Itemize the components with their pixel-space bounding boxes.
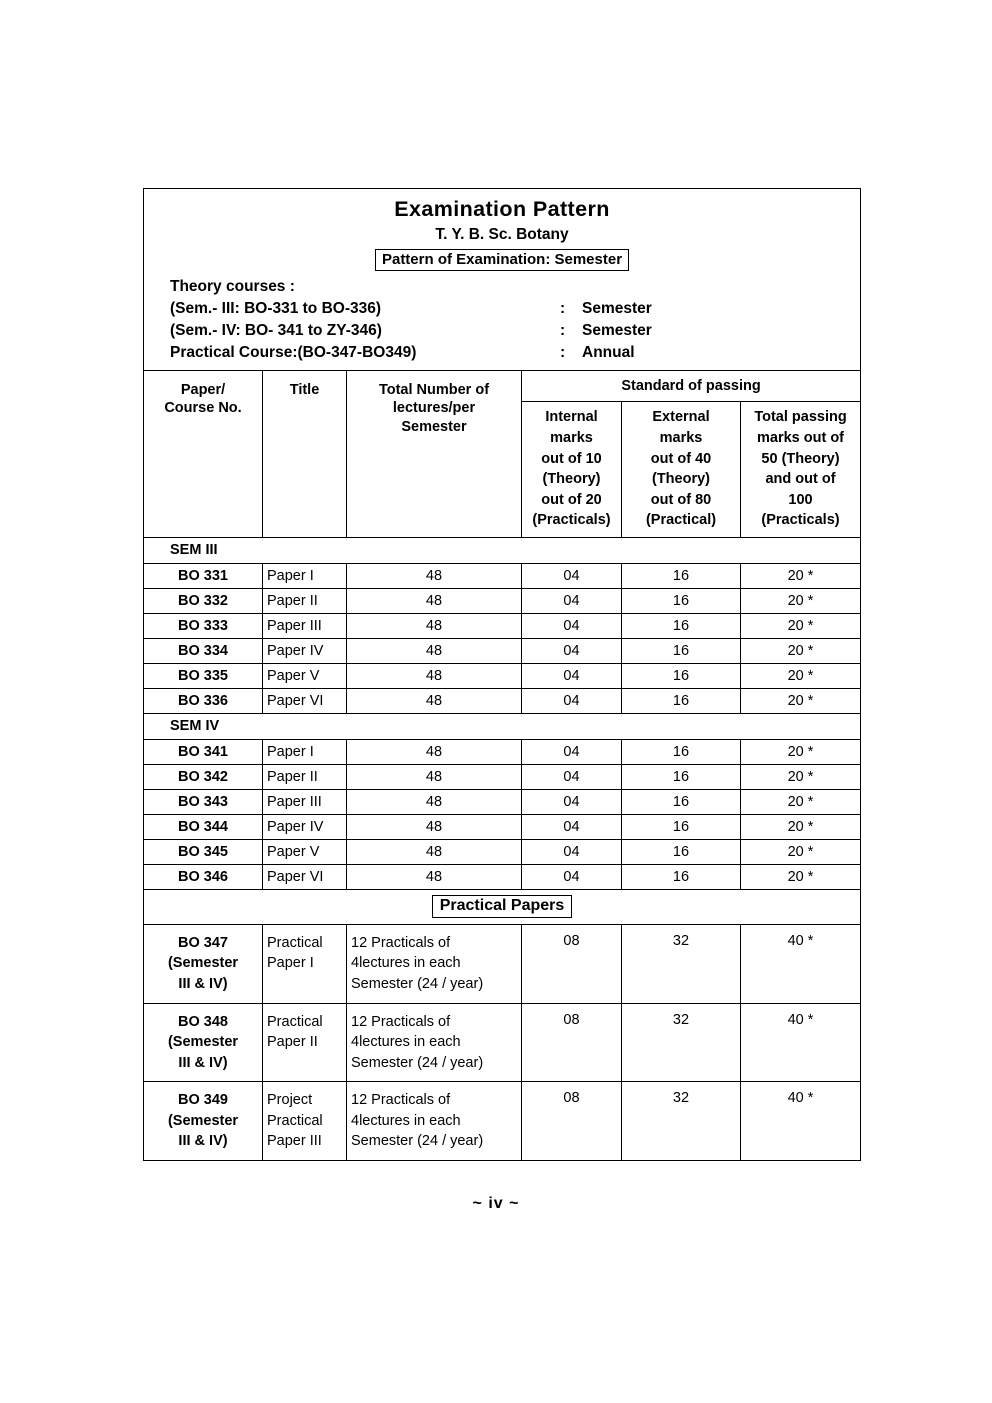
practical-code-line1: BO 348 [178, 1013, 228, 1030]
total-line-5: 100 [788, 491, 813, 508]
meta-row-sem3 [170, 298, 860, 320]
col-header-lectures-line3: Semester [401, 419, 467, 436]
practical-row-title [263, 1082, 347, 1161]
row-code: BO 343 [144, 789, 263, 814]
table-row [144, 864, 861, 889]
practical-title-line2: Paper II [267, 1034, 318, 1051]
row-code: BO 336 [144, 688, 263, 713]
practical-row-code [144, 1082, 263, 1161]
row-code: BO 345 [144, 839, 263, 864]
row-external: 16 [622, 663, 741, 688]
theory-courses-block [170, 276, 860, 364]
section-band-sem3 [144, 537, 861, 563]
row-lectures: 48 [347, 814, 522, 839]
table-row [144, 1003, 861, 1082]
total-line-2: marks out of [757, 429, 845, 446]
section-band-label-sem4: SEM IV [144, 713, 861, 739]
row-internal: 04 [522, 814, 622, 839]
practical-desc-line3: Semester (24 / year) [351, 1054, 484, 1071]
table-row [144, 839, 861, 864]
row-external: 16 [622, 563, 741, 588]
internal-line-1: Internal [545, 409, 598, 426]
table-row [144, 739, 861, 764]
row-external: 16 [622, 764, 741, 789]
meta-colon-sem3: : [560, 299, 566, 317]
row-external: 16 [622, 739, 741, 764]
row-title: Paper III [263, 789, 347, 814]
row-internal: 04 [522, 739, 622, 764]
practical-code-line3: III & IV) [178, 1054, 228, 1071]
practical-row-code [144, 1003, 263, 1082]
header-block-row [144, 189, 861, 371]
col-header-standard-of-passing: Standard of passing [522, 370, 861, 402]
total-line-1: Total passing [754, 409, 847, 426]
col-header-total-passing-marks [741, 402, 861, 537]
practical-row-internal: 08 [522, 1082, 622, 1161]
practical-row-external: 32 [622, 924, 741, 1003]
meta-row-sem4 [170, 320, 860, 342]
practical-title-line2: Paper I [267, 955, 314, 972]
internal-line-6: (Practicals) [532, 512, 611, 529]
col-header-paper-no [144, 370, 263, 537]
practical-title-line1: Practical [267, 934, 323, 951]
table-row [144, 764, 861, 789]
theory-courses-label: Theory courses : [170, 277, 295, 295]
practical-title-line1: Project [267, 1092, 313, 1109]
page-footer: ~ iv ~ [472, 1195, 520, 1212]
practical-desc-line2: 4lectures in each [351, 1112, 461, 1129]
meta-value-sem4: Semester [582, 321, 652, 339]
practical-code-line1: BO 347 [178, 934, 228, 951]
row-total: 20 * [741, 688, 861, 713]
practical-papers-band-cell [144, 889, 861, 924]
internal-line-4: (Theory) [542, 471, 601, 488]
row-total: 20 * [741, 638, 861, 663]
meta-label-sem3: (Sem.- III: BO-331 to BO-336) [170, 299, 382, 317]
row-title: Paper VI [263, 864, 347, 889]
row-lectures: 48 [347, 563, 522, 588]
practical-row-total: 40 * [741, 1082, 861, 1161]
row-title: Paper II [263, 588, 347, 613]
col-header-lectures [347, 370, 522, 537]
pattern-of-examination-badge: Pattern of Examination: Semester [375, 249, 629, 271]
row-code: BO 335 [144, 663, 263, 688]
practical-desc-line3: Semester (24 / year) [351, 1133, 484, 1150]
practical-desc-line3: Semester (24 / year) [351, 976, 484, 992]
practical-row-internal: 08 [522, 1003, 622, 1082]
row-internal: 04 [522, 588, 622, 613]
row-external: 16 [622, 588, 741, 613]
row-lectures: 48 [347, 638, 522, 663]
row-lectures: 48 [347, 839, 522, 864]
practical-title-line2: Practical [267, 1112, 323, 1129]
practical-desc-line1: 12 Practicals of [351, 1013, 451, 1030]
row-lectures: 48 [347, 588, 522, 613]
col-header-internal-marks [522, 402, 622, 537]
row-total: 20 * [741, 739, 861, 764]
row-lectures: 48 [347, 764, 522, 789]
row-external: 16 [622, 839, 741, 864]
table-row [144, 789, 861, 814]
total-line-3: 50 (Theory) [761, 450, 840, 467]
table-row [144, 613, 861, 638]
section-band-label-sem3: SEM III [144, 537, 861, 563]
row-title: Paper V [263, 663, 347, 688]
practical-title-line1: Practical [267, 1013, 323, 1030]
practical-row-description [347, 1003, 522, 1082]
external-line-3: out of 40 [650, 450, 712, 467]
row-internal: 04 [522, 688, 622, 713]
row-internal: 04 [522, 789, 622, 814]
practical-row-description [347, 924, 522, 1003]
row-code: BO 332 [144, 588, 263, 613]
row-title: Paper IV [263, 814, 347, 839]
practical-papers-badge: Practical Papers [432, 895, 573, 918]
total-line-6: (Practicals) [761, 512, 840, 529]
practical-row-code [144, 924, 263, 1003]
meta-colon-practical: : [560, 343, 566, 361]
page-title: Examination Pattern [394, 197, 610, 221]
pattern-box-wrapper [144, 249, 860, 271]
table-row [144, 924, 861, 1003]
practical-row-internal: 08 [522, 924, 622, 1003]
meta-label-sem4: (Sem.- IV: BO- 341 to ZY-346) [170, 321, 382, 339]
external-line-4: (Theory) [652, 471, 710, 488]
practical-code-line2: (Semester [167, 1034, 239, 1051]
row-total: 20 * [741, 814, 861, 839]
table-row [144, 688, 861, 713]
row-external: 16 [622, 688, 741, 713]
col-header-paper-no-line1: Paper/ [180, 381, 226, 398]
practical-code-line3: III & IV) [178, 1133, 228, 1150]
row-code: BO 346 [144, 864, 263, 889]
internal-line-3: out of 10 [541, 450, 602, 467]
col-header-title: Title [263, 370, 347, 537]
practical-row-total: 40 * [741, 1003, 861, 1082]
row-title: Paper IV [263, 638, 347, 663]
section-band-sem4 [144, 713, 861, 739]
practical-title-line3: Paper III [267, 1133, 322, 1150]
row-total: 20 * [741, 663, 861, 688]
col-header-external-marks [622, 402, 741, 537]
row-total: 20 * [741, 563, 861, 588]
row-code: BO 341 [144, 739, 263, 764]
practical-row-description [347, 1082, 522, 1161]
meta-label-practical: Practical Course:(BO-347-BO349) [170, 343, 417, 361]
external-line-1: External [652, 409, 710, 426]
row-external: 16 [622, 613, 741, 638]
row-total: 20 * [741, 864, 861, 889]
practical-code-line3: III & IV) [178, 976, 228, 992]
row-lectures: 48 [347, 739, 522, 764]
total-line-4: and out of [765, 471, 836, 488]
col-header-lectures-line2: lectures/per [392, 400, 476, 417]
row-total: 20 * [741, 839, 861, 864]
row-title: Paper III [263, 613, 347, 638]
row-external: 16 [622, 789, 741, 814]
row-title: Paper I [263, 563, 347, 588]
row-external: 16 [622, 638, 741, 663]
meta-colon-sem4: : [560, 321, 566, 339]
col-header-lectures-line1: Total Number of [378, 381, 490, 398]
practical-desc-line2: 4lectures in each [351, 955, 461, 972]
column-header-row-1 [144, 370, 861, 402]
practical-code-line2: (Semester [167, 1112, 239, 1129]
row-code: BO 334 [144, 638, 263, 663]
practical-code-line1: BO 349 [178, 1092, 228, 1109]
row-external: 16 [622, 864, 741, 889]
practical-row-external: 32 [622, 1003, 741, 1082]
practical-desc-line2: 4lectures in each [351, 1034, 461, 1051]
row-internal: 04 [522, 563, 622, 588]
practical-row-title [263, 924, 347, 1003]
row-lectures: 48 [347, 663, 522, 688]
row-internal: 04 [522, 864, 622, 889]
meta-row-practical [170, 342, 860, 364]
row-internal: 04 [522, 663, 622, 688]
row-title: Paper V [263, 839, 347, 864]
row-lectures: 48 [347, 789, 522, 814]
practical-row-total: 40 * [741, 924, 861, 1003]
row-title: Paper I [263, 739, 347, 764]
row-total: 20 * [741, 613, 861, 638]
row-code: BO 331 [144, 563, 263, 588]
section-band-practical [144, 889, 861, 924]
row-lectures: 48 [347, 613, 522, 638]
table-row [144, 1082, 861, 1161]
col-header-paper-no-line2: Course No. [164, 400, 242, 417]
internal-line-2: marks [550, 429, 593, 446]
external-line-5: out of 80 [650, 491, 712, 508]
row-code: BO 344 [144, 814, 263, 839]
header-block-cell [144, 189, 861, 371]
table-row [144, 563, 861, 588]
row-internal: 04 [522, 613, 622, 638]
table-row [144, 814, 861, 839]
row-internal: 04 [522, 839, 622, 864]
examination-pattern-table [143, 188, 861, 1161]
page-subtitle: T. Y. B. Sc. Botany [435, 225, 569, 243]
row-total: 20 * [741, 588, 861, 613]
practical-desc-line1: 12 Practicals of [351, 1092, 451, 1109]
row-title: Paper II [263, 764, 347, 789]
table-row [144, 663, 861, 688]
row-lectures: 48 [347, 688, 522, 713]
practical-row-title [263, 1003, 347, 1082]
row-internal: 04 [522, 638, 622, 663]
external-line-6: (Practical) [645, 512, 717, 529]
practical-row-external: 32 [622, 1082, 741, 1161]
table-row [144, 588, 861, 613]
row-title: Paper VI [263, 688, 347, 713]
row-internal: 04 [522, 764, 622, 789]
external-line-2: marks [659, 429, 703, 446]
meta-value-sem3: Semester [582, 299, 652, 317]
row-total: 20 * [741, 789, 861, 814]
practical-desc-line1: 12 Practicals of [351, 934, 451, 951]
row-total: 20 * [741, 764, 861, 789]
row-code: BO 333 [144, 613, 263, 638]
row-code: BO 342 [144, 764, 263, 789]
table-row [144, 638, 861, 663]
meta-value-practical: Annual [582, 343, 635, 361]
row-lectures: 48 [347, 864, 522, 889]
internal-line-5: out of 20 [541, 491, 602, 508]
row-external: 16 [622, 814, 741, 839]
practical-code-line2: (Semester [167, 955, 239, 972]
